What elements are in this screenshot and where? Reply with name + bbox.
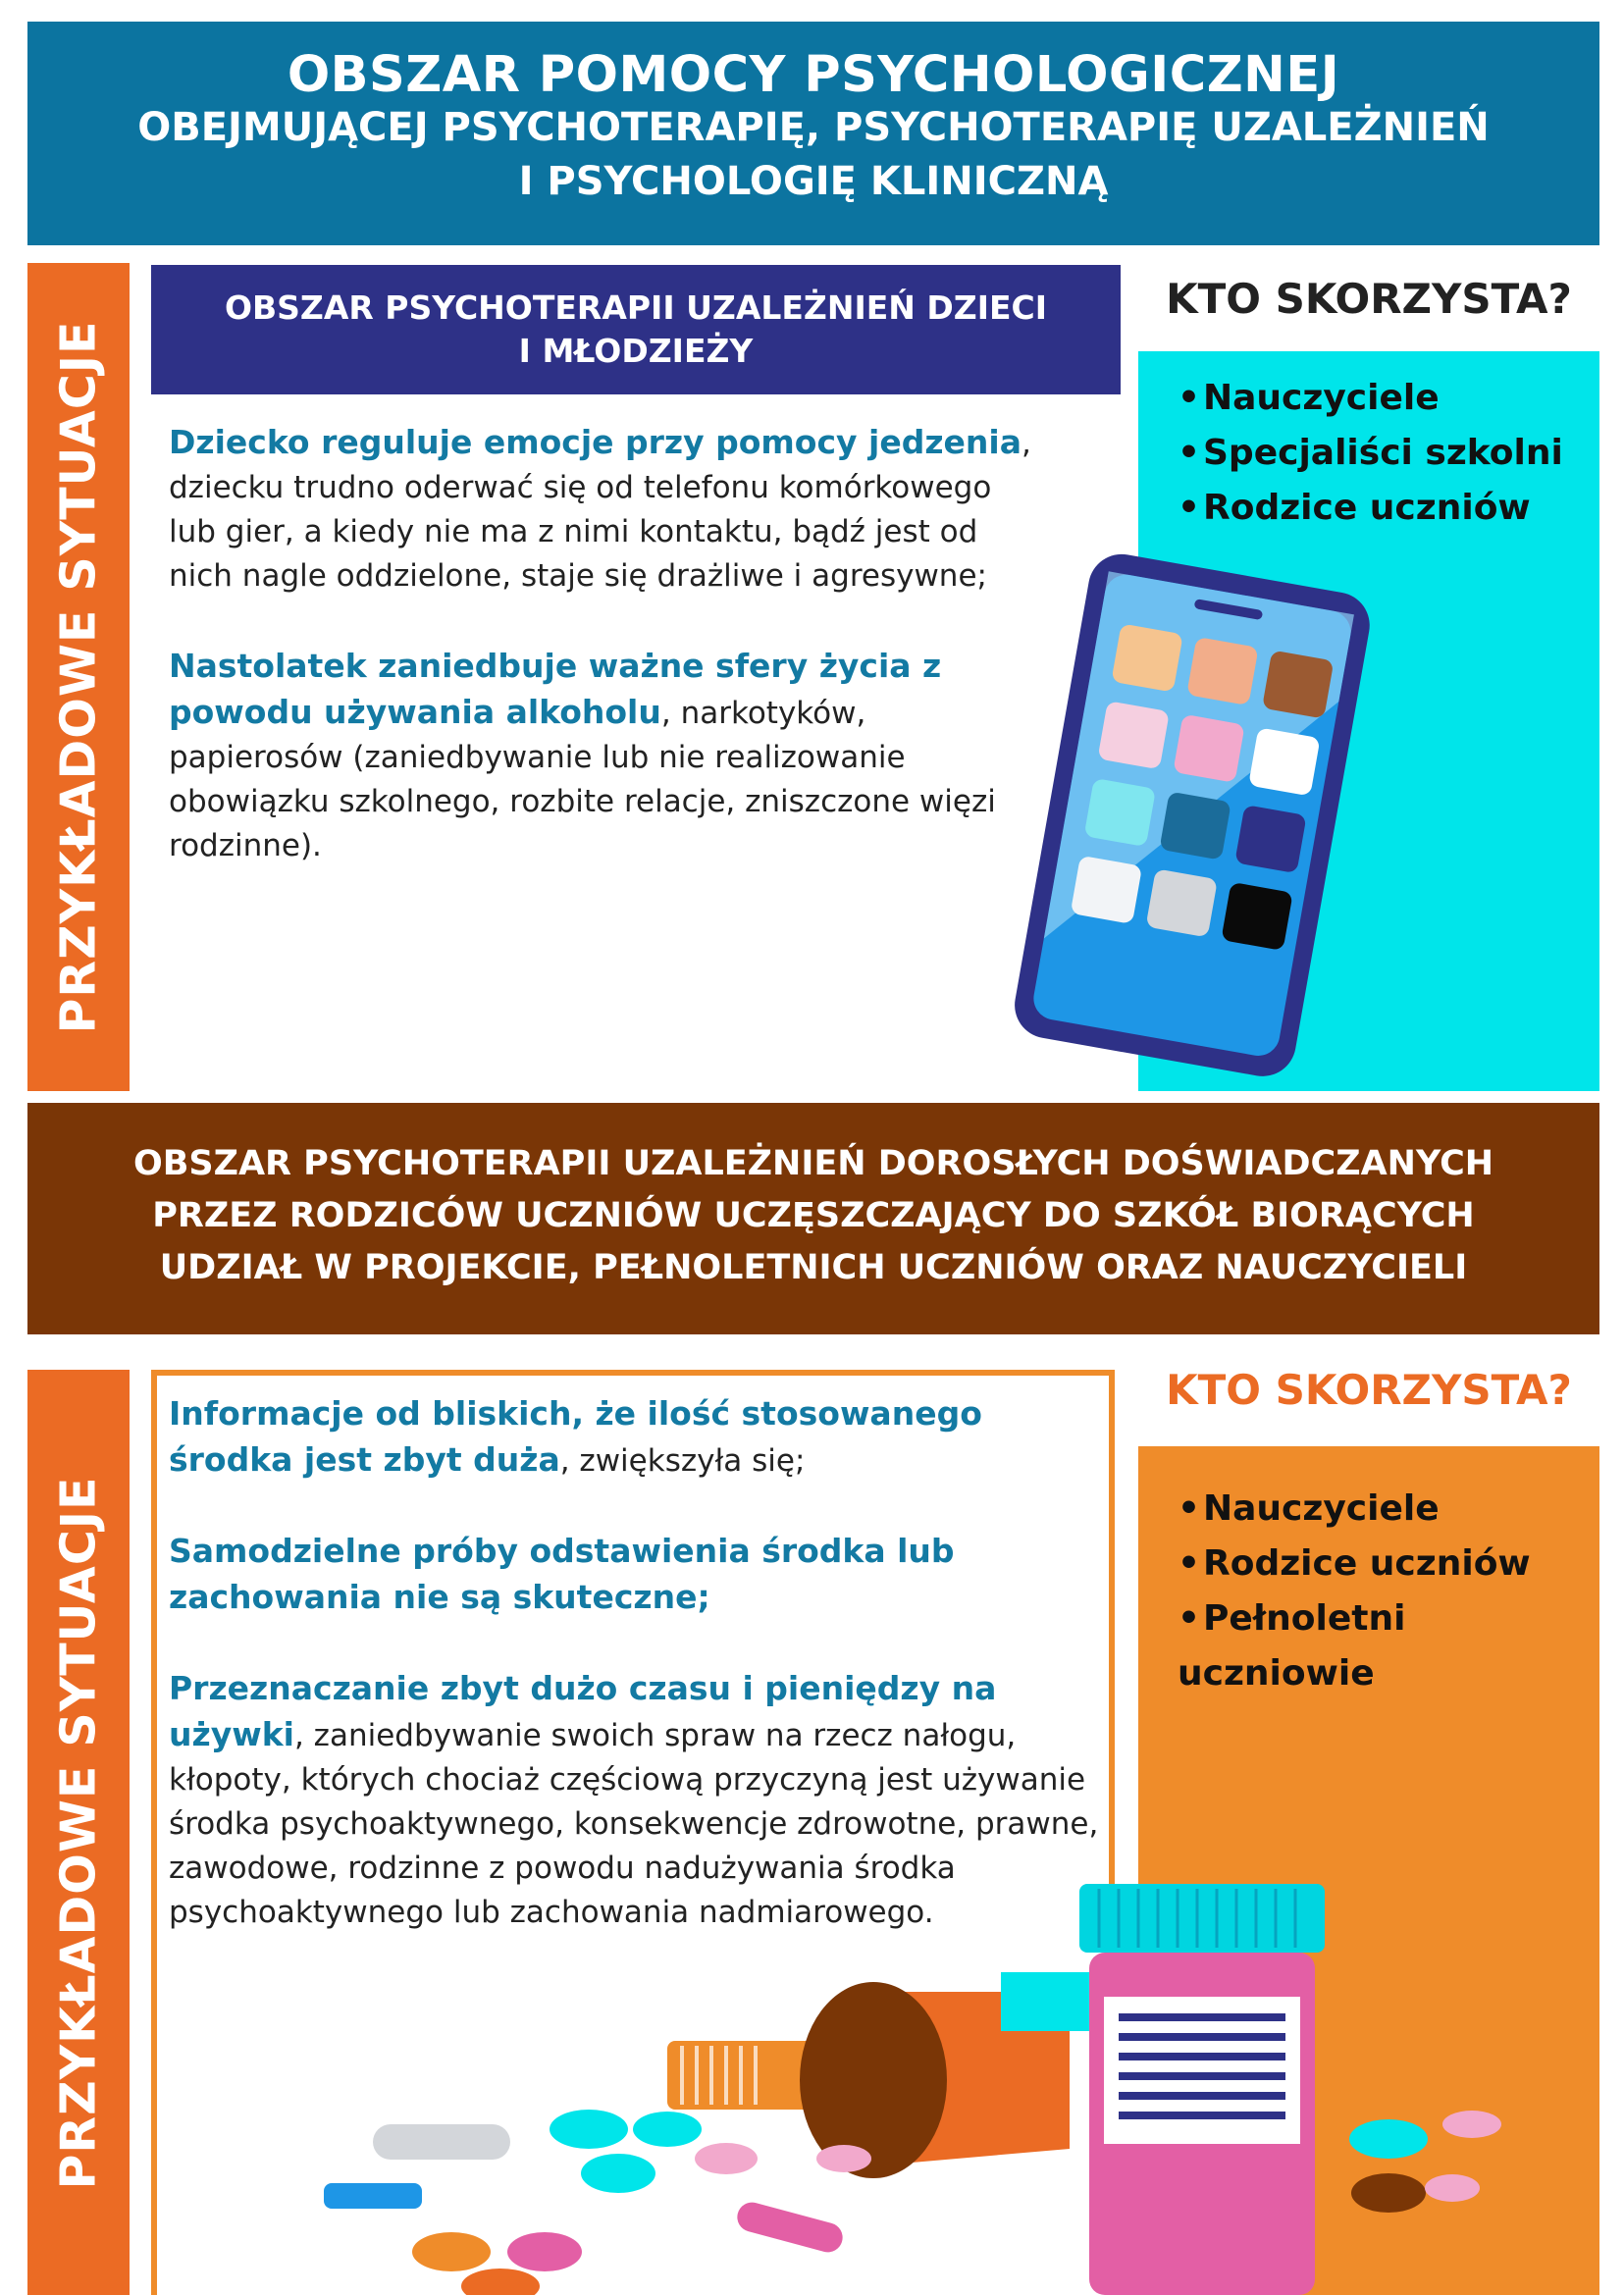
section1-p2-text: , narkotyków, papierosów (zaniedbywanie lub nie realizowanie obowiązku szkolnego, rozbite relacje, zniszczone więzi rodzinne). <box>169 696 996 863</box>
side-label-1: PRZYKŁADOWE SYTUACJE <box>50 320 107 1034</box>
section1-p2-highlight: Nastolatek zaniedbuje ważne sfery życia z powodu używania alkoholu <box>169 647 942 731</box>
section1-title-line1: OBSZAR PSYCHOTERAPII UZALEŻNIEŃ DZIECI <box>224 288 1048 327</box>
list-item: • Specjaliści szkolni <box>1178 426 1590 481</box>
header-banner <box>27 22 1599 245</box>
section2-paragraph-1 <box>169 1391 1101 1484</box>
section1-kto-title: KTO SKORZYSTA? <box>1166 275 1572 323</box>
list-item: • Rodzice uczniów <box>1178 1537 1590 1591</box>
list-item: • Nauczyciele <box>1178 1482 1590 1537</box>
section1-paragraph-1 <box>169 420 1032 599</box>
section1-p1-text: , dziecku trudno oderwać się od telefonu komórkowego lub gier, a kiedy nie ma z nimi kontaktu, bądź jest od nich nagle oddzielone, staje się drażliwe i agresywne; <box>169 426 1031 594</box>
list-item: • Nauczyciele <box>1178 371 1590 426</box>
list-item: • Pełnoletni <box>1178 1591 1590 1646</box>
section2-kto-title: KTO SKORZYSTA? <box>1166 1366 1572 1414</box>
section1-kto-list <box>1178 371 1590 536</box>
section2-p1-text: , zwiększyła się; <box>559 1443 806 1479</box>
section2-p3-highlight: Przeznaczanie zbyt dużo czasu i pieniędzy na używki <box>169 1669 997 1753</box>
section1-title <box>151 265 1121 394</box>
pills-illustration <box>294 1854 1570 2295</box>
list-item: • Rodzice uczniów <box>1178 481 1590 536</box>
section1-title-line2: I MŁODZIEŻY <box>518 332 754 370</box>
header-subtitle-line2: I PSYCHOLOGIĘ KLINICZNĄ <box>518 159 1109 204</box>
section2-banner <box>27 1103 1599 1334</box>
banner-line3: UDZIAŁ W PROJEKCIE, PEŁNOLETNICH UCZNIÓW ORAZ NAUCZYCIELI <box>159 1248 1468 1287</box>
section2-p3-text: , zaniedbywanie swoich spraw na rzecz nałogu, kłopoty, których chociaż częściową przyczyną jest używanie środka psychoaktywnego, konsekwencje zdrowotne, prawne, zawodowe, rodzinne z powodu nadużywania środka psychoaktywnego lub zachowania nadmiarowego. <box>169 1718 1099 1930</box>
side-label-2: PRZYKŁADOWE SYTUACJE <box>50 1476 107 2189</box>
list-item: uczniowie <box>1178 1653 1375 1694</box>
smartphone-illustration <box>991 549 1384 1079</box>
header-subtitle-line1: OBEJMUJĄCEJ PSYCHOTERAPIĘ, PSYCHOTERAPIĘ UZALEŻNIEŃ <box>137 105 1490 150</box>
side-label-bar-1 <box>27 263 130 1091</box>
section2-p2-highlight: Samodzielne próby odstawienia środka lub zachowania nie są skuteczne; <box>169 1532 955 1616</box>
section2-p1-highlight: Informacje od bliskich, że ilość stosowanego środka jest zbyt duża <box>169 1394 982 1479</box>
side-label-bar-2 <box>27 1370 130 2295</box>
section2-paragraph-2 <box>169 1529 1101 1621</box>
banner-line1: OBSZAR PSYCHOTERAPII UZALEŻNIEŃ DOROSŁYCH DOŚWIADCZANYCH <box>132 1144 1494 1183</box>
section1-paragraph-2 <box>169 644 1032 868</box>
section2-kto-list <box>1178 1482 1590 1701</box>
header-title: OBSZAR POMOCY PSYCHOLOGICZNEJ <box>287 46 1340 104</box>
section1-p1-highlight: Dziecko reguluje emocje przy pomocy jedzenia <box>169 423 1022 461</box>
banner-line2: PRZEZ RODZICÓW UCZNIÓW UCZĘSZCZAJĄCY DO SZKÓŁ BIORĄCYCH <box>152 1196 1475 1235</box>
